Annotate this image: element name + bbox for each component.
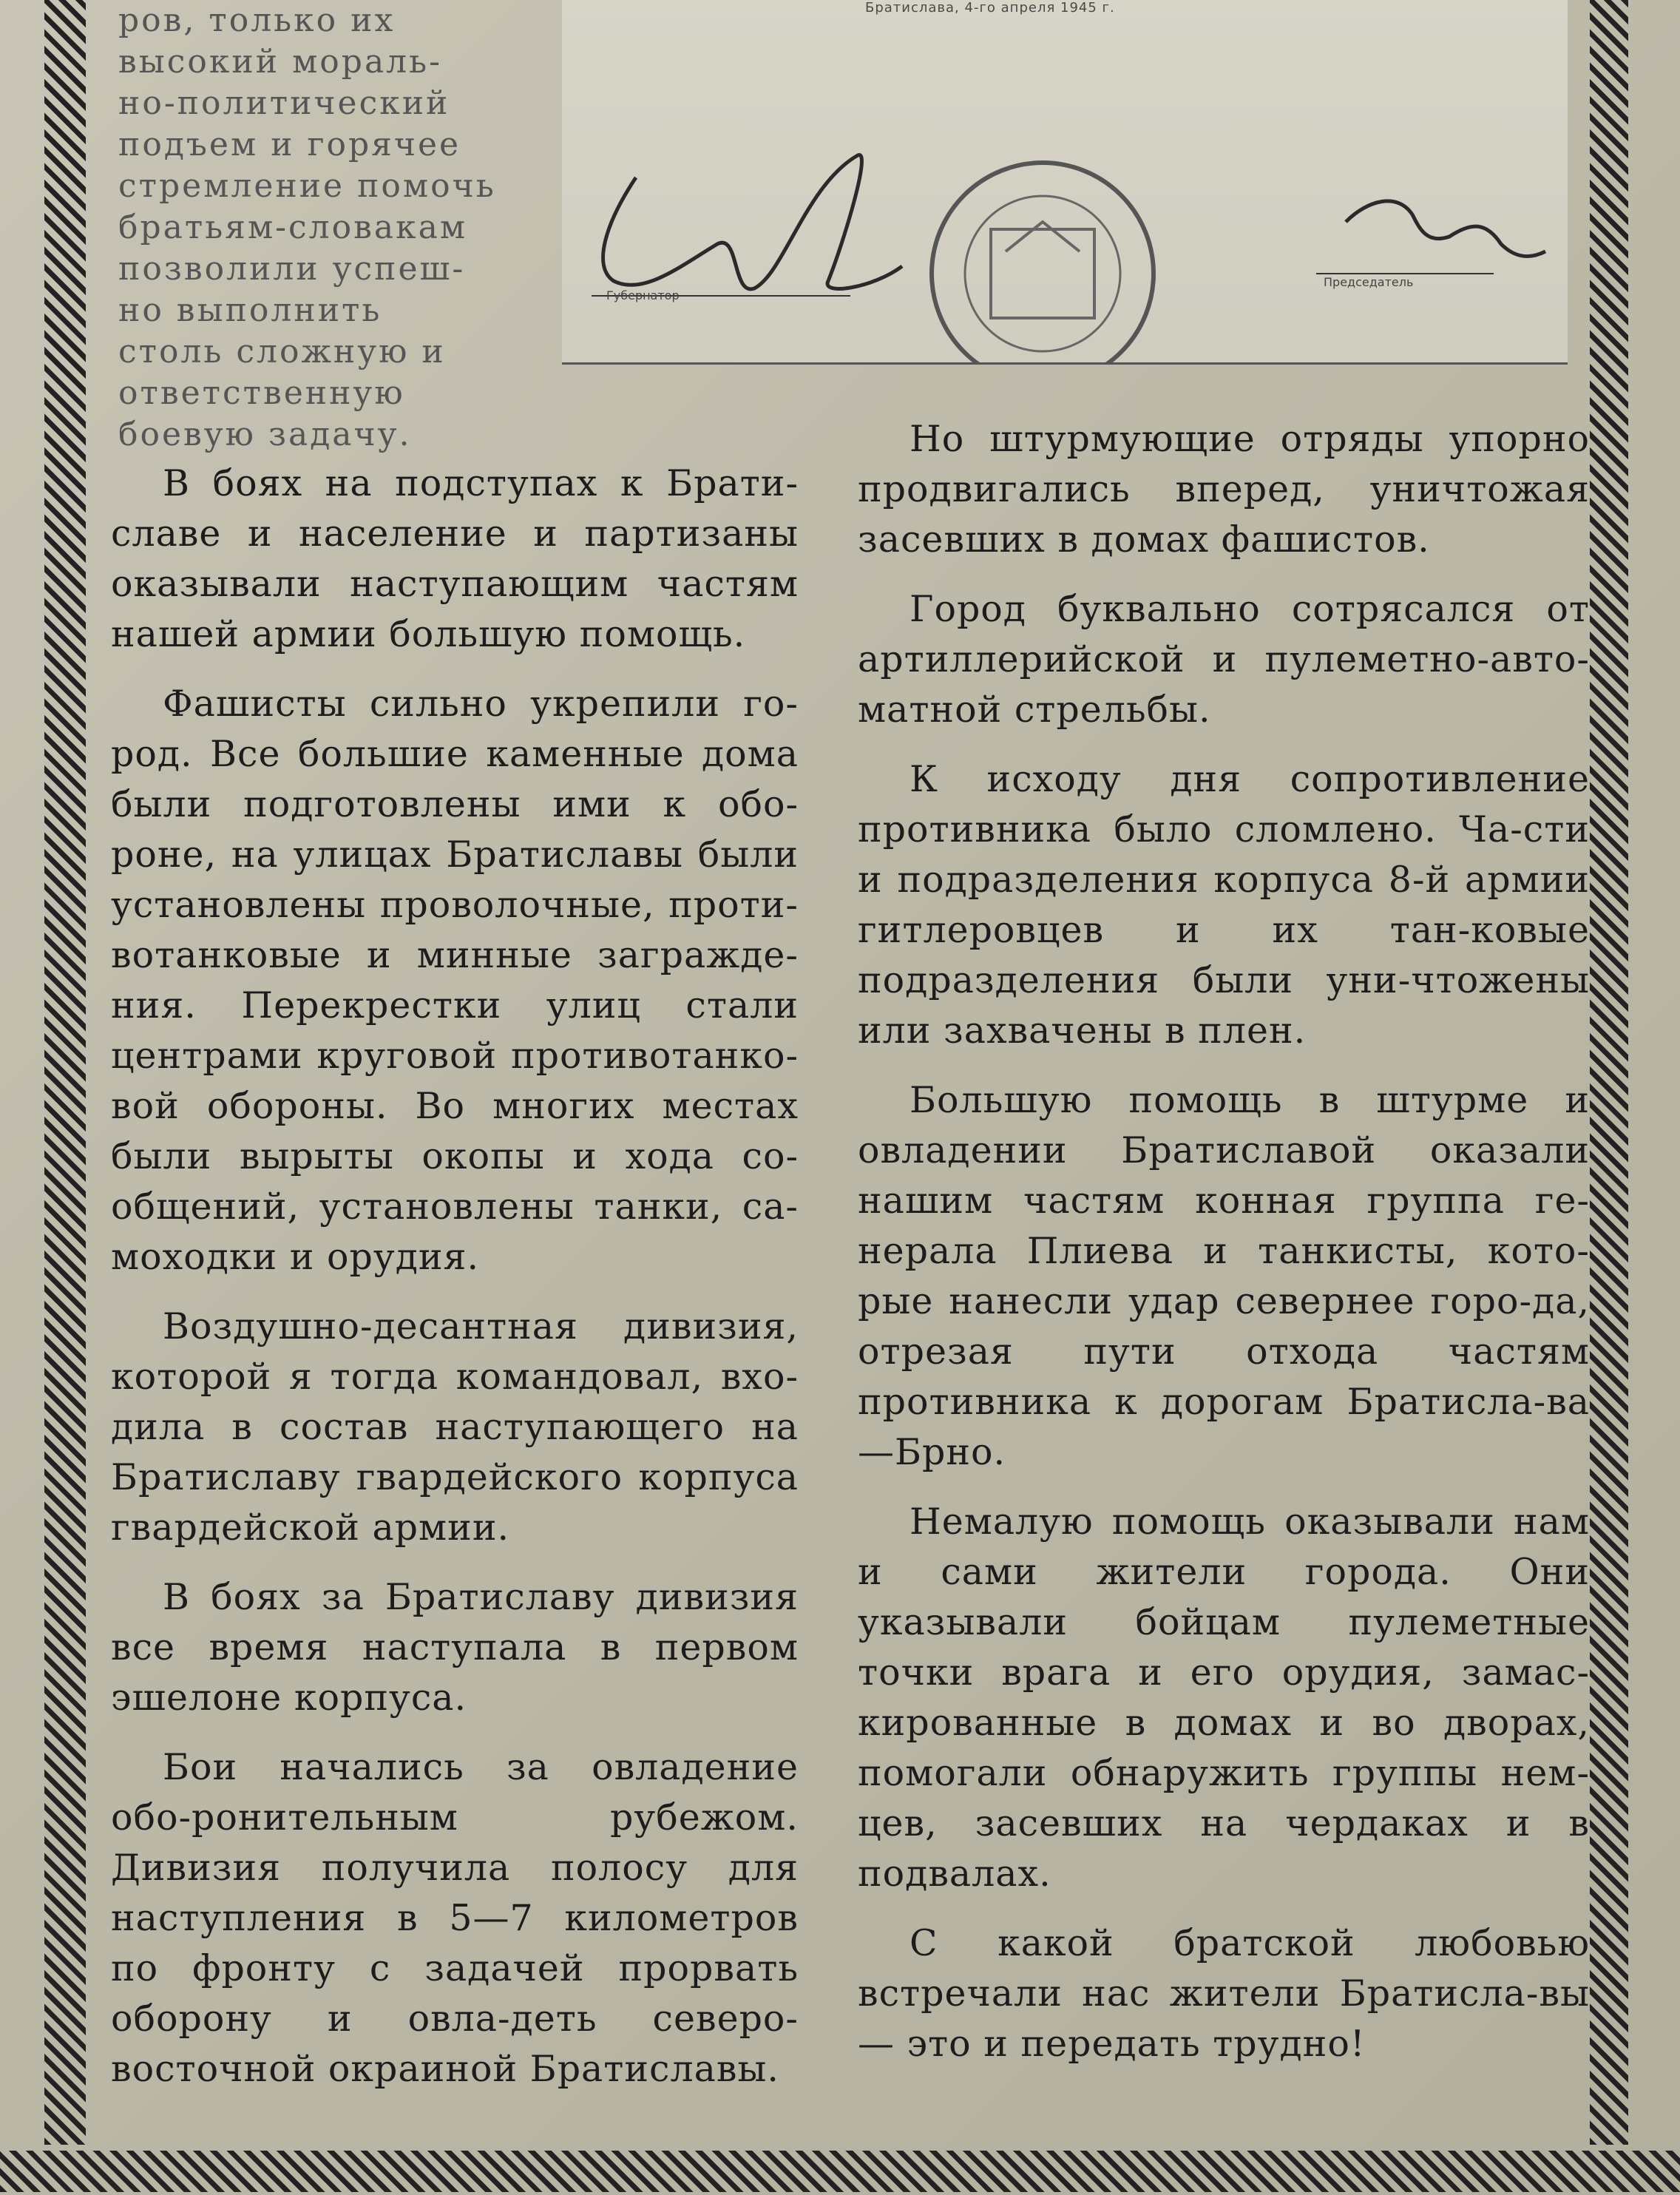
seal-inner-ring bbox=[965, 196, 1120, 351]
signature-right-label: Председатель bbox=[1324, 275, 1414, 289]
article-paragraph: Город буквально сотрясался от артиллерийской и пулеметно-авто-матной стрельбы. bbox=[858, 588, 1590, 731]
signature-left-mark bbox=[603, 155, 902, 288]
left-border-hatch bbox=[44, 0, 86, 2145]
bottom-border-hatch bbox=[0, 2151, 1680, 2192]
right-article-column bbox=[858, 414, 1590, 2089]
signature-left-label: Губернатор bbox=[606, 288, 680, 302]
signatures-and-seal bbox=[562, 0, 1568, 362]
seal-emblem-peak bbox=[1006, 222, 1080, 251]
signature-right-mark bbox=[1346, 201, 1545, 257]
document-photo bbox=[562, 0, 1568, 365]
article-paragraph: В боях за Братиславу дивизия все время наступала в первом эшелоне корпуса. bbox=[111, 1576, 799, 1719]
narrow-line: но-политический bbox=[118, 84, 450, 122]
article-paragraph: Воздушно-десантная дивизия, которой я тогда командовал, вхо-дила в состав наступающего на Братиславу гвардейского корпуса гвардейской армии. bbox=[111, 1305, 799, 1549]
article-paragraph: Но штурмующие отряды упорно продвигались вперед, уничтожая засевших в домах фашистов. bbox=[858, 418, 1590, 561]
narrow-line: стремление помочь bbox=[118, 167, 496, 205]
narrow-line: позволили успеш- bbox=[118, 250, 466, 288]
narrow-line: подъем и горячее bbox=[118, 126, 461, 163]
right-border-hatch bbox=[1590, 0, 1628, 2145]
article-paragraph: В боях на подступах к Брати-славе и население и партизаны оказывали наступающим частям нашей армии большую помощь. bbox=[111, 462, 799, 655]
left-article-column bbox=[111, 459, 799, 2114]
narrow-line: ответственную bbox=[118, 374, 405, 412]
seal-emblem bbox=[991, 229, 1094, 318]
narrow-line: ров, только их bbox=[118, 1, 396, 39]
article-paragraph: Большую помощь в штурме и овладении Братиславой оказали нашим частям конная группа ге-нерала Плиева и танкисты, кото-рые нанесли удар севернее горо-да, отрезая пути отхода частям противника к дорогам Братисла-ва—Брно. bbox=[858, 1079, 1590, 1473]
article-paragraph: С какой братской любовью встречали нас жители Братисла-вы — это и передать трудно! bbox=[858, 1922, 1590, 2065]
narrow-text-column bbox=[118, 0, 503, 456]
narrow-line: боевую задачу. bbox=[118, 416, 412, 453]
photo-caption: Братислава, 4-го апреля 1945 г. bbox=[865, 0, 1115, 16]
narrow-line: столь сложную и bbox=[118, 333, 446, 371]
narrow-line: братьям-словакам bbox=[118, 209, 468, 246]
article-paragraph: К исходу дня сопротивление противника было сломлено. Ча-сти и подразделения корпуса 8-й армии гитлеровцев и их тан-ковые подразделения были уни-чтожены или захвачены в плен. bbox=[858, 758, 1590, 1052]
article-paragraph: Фашисты сильно укрепили го-род. Все большие каменные дома были подготовлены ими к обо-роне, на улицах Братиславы были установлены проволочные, проти-вотанковые и минные загражде-ния. Перекрестки улиц стали центрами круговой противотанко-вой обороны. Во многих местах были вырыты окопы и хода со-общений, установлены танки, са-моходки и орудия. bbox=[111, 683, 799, 1278]
article-paragraph: Бои начались за овладение обо-ронительным рубежом. Дивизия получила полосу для наступления в 5—7 километров по фронту с задачей прорвать оборону и овла-деть северо-восточной окраиной Братиславы. bbox=[111, 1746, 799, 2090]
article-paragraph: Немалую помощь оказывали нам и сами жители города. Они указывали бойцам пулеметные точки врага и его орудия, замас-кированные в домах и во дворах, помогали обнаружить группы нем-цев, засевших на чердаках и в подвалах. bbox=[858, 1501, 1590, 1895]
narrow-line: но выполнить bbox=[118, 291, 382, 329]
narrow-line: высокий мораль- bbox=[118, 43, 442, 81]
